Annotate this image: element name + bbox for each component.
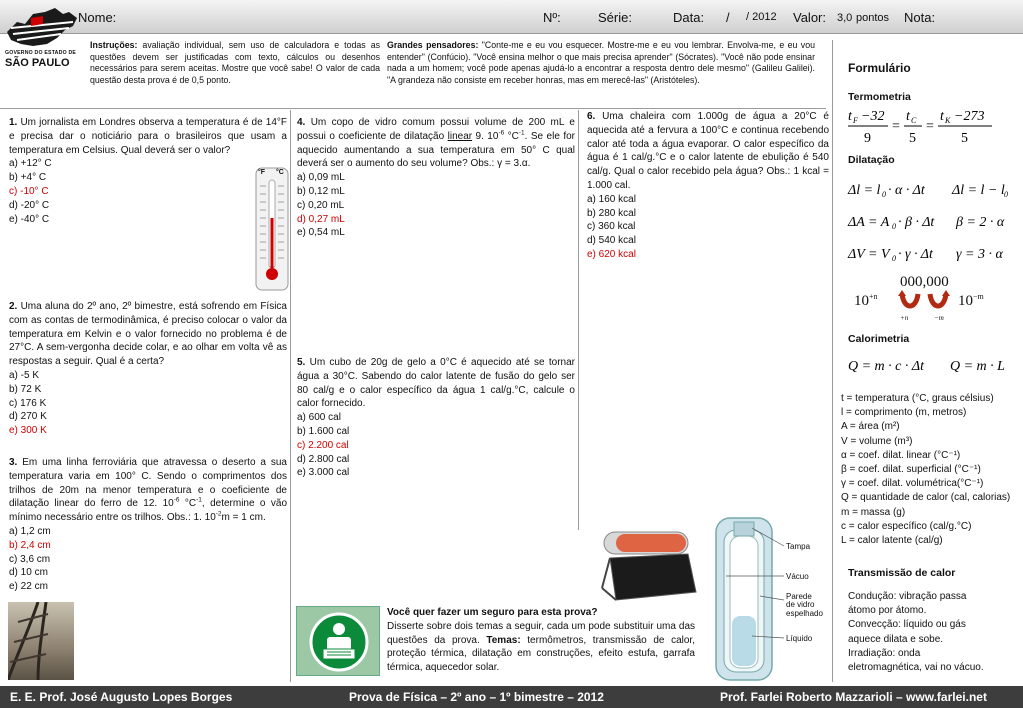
q2-number: 2. [9,301,18,312]
q1-number: 1. [9,117,18,128]
thermos-diagram [712,516,830,682]
insurance-text1: Disserte sobre dois temas a seguir, cada um pode substituir uma das questões da prova. [387,620,695,646]
svg-text:t: t [940,109,944,124]
q5-option-d[interactable]: d) 2.800 cal [297,453,350,465]
legend-a: A = área (m²) [841,421,900,433]
transmission-line-6: eletromagnética, vai no vácuo. [848,661,984,673]
q3-option-d[interactable]: d) 10 cm [9,567,48,579]
q6-option-d[interactable]: d) 540 kcal [587,235,636,247]
question-2 [9,300,287,438]
svg-text:β = 2 · α: β = 2 · α [956,215,1005,230]
q2-option-b[interactable]: b) 72 K [9,383,42,395]
power-plus [854,291,878,312]
grade-label: Série: [598,10,632,25]
thermos-label-vacuo: Vácuo [786,572,809,581]
svg-text:F: F [853,116,858,125]
solar-heater-image [596,528,706,606]
q2-option-c[interactable]: c) 176 K [9,397,47,409]
arrow-plus-label: +n [900,314,909,322]
q4-text2: 9. 10 [472,130,499,142]
power-minus [958,291,984,312]
question-6 [587,110,829,262]
svg-text:· α · Δt: · α · Δt [888,183,925,198]
safety-person-icon [297,607,381,677]
q2-option-a[interactable]: a) -5 K [9,369,40,381]
q4-exp1: -6 [498,129,505,137]
thinkers-text: "Conte-me e eu vou esquecer. Mostre-me e eu vou lembrar. Envolva-me, e eu vou entender" (Confúcio). "Você ensina melhor o que mais precisa aprender" (Sócrates). "Você não pode ensinar nada a um homem; você pode apenas ajudá-lo a encontrar a resposta dentro dele mesmo" (Galileu Galilei). "A grandeza não consiste em receber honras, mas em merecê-las" (Aristóteles). [387,40,815,85]
q3-option-e[interactable]: e) 22 cm [9,581,48,593]
q2-text: Uma aluna do 2º ano, 2º bimestre, está sofrendo em Física com as contas de termodinâmica, é preciso colocar o valor da temperatura em Kelvin e o valor fornecido no problema é de 27°C. A sem-vergonha decide colar, e ao olhar em volta vê as respostas a seguir. Qual é a certa? [9,301,287,368]
legend-l: l = comprimento (m, metros) [841,407,967,419]
insurance-text [387,606,695,675]
svg-text:· β · Δt: · β · Δt [898,215,935,230]
insurance-icon-box [296,606,380,676]
value-unit: pontos [856,12,890,24]
svg-text:=: = [892,119,900,134]
q3-exp2: -1 [196,497,202,505]
svg-text:9: 9 [864,131,871,146]
q3-text4: m = 1 cm. [221,512,266,524]
railway-photo [8,602,74,680]
svg-text:0: 0 [1004,190,1008,199]
svg-text:0: 0 [892,254,896,263]
svg-text:K: K [945,116,951,125]
date-label: Data: [673,10,705,25]
q4-option-d[interactable]: d) 0,27 mL [297,213,345,225]
footer-bar [0,686,1023,708]
date-year: / 2012 [746,11,777,23]
svg-text:ΔV = V: ΔV = V [848,247,890,262]
legend-m: m = massa (g) [841,506,906,518]
calorimetria-heading: Calorimetria [848,333,910,345]
name-label: Nome: [78,10,117,25]
question-4 [297,116,575,240]
q6-option-a[interactable]: a) 160 kcal [587,193,636,205]
q3-exp3: -2 [215,510,222,518]
svg-text:γ = 3 · α: γ = 3 · α [956,247,1003,262]
dilatacao-heading: Dilatação [848,154,895,166]
q3-option-a[interactable]: a) 1,2 cm [9,525,51,537]
question-5 [297,356,575,480]
q5-option-a[interactable]: a) 600 cal [297,412,341,424]
svg-text:· γ · Δt: · γ · Δt [898,247,933,262]
svg-text:C: C [911,116,917,125]
variables-legend [841,392,1010,548]
legend-v: V = volume (m³) [841,435,913,447]
q4-option-e[interactable]: e) 0,54 mL [297,227,345,239]
legend-c: c = calor específico (cal/g.°C) [841,520,972,532]
thermos-label-liquido: Líquido [786,634,813,643]
government-logo [3,4,81,68]
thinkers-title: Grandes pensadores: [387,40,479,50]
date-separator: / [726,10,730,25]
prefix-number: 000,000 [900,274,949,290]
question-1 [9,116,287,226]
q4-linear: linear [447,130,473,142]
svg-text:=: = [926,119,934,134]
termometria-heading: Termometria [848,91,911,103]
q1-option-c[interactable]: c) -10° C [9,185,49,197]
q3-text: Em uma linha ferroviária que atravessa o deserto a sua temperatura varia em 100° C. Sendo o comprimentos dos trilhos de 20m na menor temperatura e o coeficiente de dilatação linear do ferro de 12. 10 [9,457,287,510]
legend-gamma: γ = coef. dilat. volumétrica(°C⁻¹) [841,478,984,490]
q5-number: 5. [297,357,306,368]
svg-text:Δl = l: Δl = l [848,183,881,198]
q4-option-c[interactable]: c) 0,20 mL [297,199,345,211]
thermos-label-tampa: Tampa [786,542,811,551]
divider-col2 [578,110,579,530]
divider-col1 [290,110,291,682]
thermos-parede-line3: espelhado [786,608,823,618]
calorimetria-formulas [846,354,1016,376]
insurance-text2: termômetros, transmissão de calor, proteção térmica, dilatação em construções, efeito estufa, garrafa térmica, aquecedor solar. [387,634,695,674]
number-label: Nº: [543,10,561,25]
dilatacao-formulas [846,178,1016,268]
insurance-topics-label: Temas: [486,634,521,646]
q4-text3: °C [504,130,519,142]
q3-option-b[interactable]: b) 2,4 cm [9,539,51,551]
q3-option-c[interactable]: c) 3,6 cm [9,553,51,565]
svg-text:ΔA = A: ΔA = A [848,215,890,230]
q3-number: 3. [9,457,18,468]
legend-t: t = temperatura (°C, graus célsius) [841,393,994,404]
q3-text2: °C [179,498,197,510]
arrow-minus-label: −m [934,314,944,322]
header-bar [0,0,1023,34]
q5-option-b[interactable]: b) 1.600 cal [297,425,350,437]
svg-text:t: t [906,109,910,124]
divider-formulario [832,40,833,682]
q1-option-b[interactable]: b) +4° C [9,172,47,184]
q4-option-b[interactable]: b) 0,12 mL [297,185,345,197]
power-plus-base: 10 [854,293,869,309]
q5-text: Um cubo de 20g de gelo a 0°C é aquecido até se tornar água a 30°C. Sabendo do calor latente de fusão do gelo ser 80 cal/g e o calor específico da água 1 cal/g.°C, calcule o calor fornecido. [297,357,575,410]
q4-option-a[interactable]: a) 0,09 mL [297,172,345,184]
q4-number: 4. [297,117,306,128]
instructions-title: Instruções: [90,40,138,50]
q4-text4: . Se ele for aquecido aumentando a sua temperatura em 50° C qual deverá ser o aumento do seu volume? Obs.: γ = 3.α. [297,130,576,170]
instructions-text: avaliação individual, sem uso de calculadora e todas as questões devem ser justificadas com texto, cálculos ou desenhos necessários para serem aceitas. Mostre que você sabe! O valor de cada questão desta prova é de 0,5 ponto. [90,40,380,85]
svg-text:0: 0 [882,190,886,199]
divider-top [0,108,826,109]
svg-text:−32: −32 [861,109,885,124]
value-label: Valor: [793,10,826,25]
heat-transmission-notes [848,590,984,675]
logo-line1: GOVERNO DO ESTADO DE [5,50,77,56]
q5-option-c[interactable]: c) 2.200 cal [297,439,349,451]
power-minus-exp: −m [973,292,984,301]
q3-text3: , determine o vão mínimo necessário entre os trilhos. Obs.: 1. 10 [9,498,288,524]
q3-exp1: -6 [173,497,180,505]
footer-teacher: Prof. Farlei Roberto Mazzarioli – www.farlei.net [720,690,987,704]
thermometer-image [254,166,290,292]
legend-alpha: α = coef. dilat. linear (°C⁻¹) [841,449,961,461]
legend-q: Q = quantidade de calor (cal, calorias) [841,492,1011,504]
thermos-parede-line2: de vidro [786,600,815,610]
svg-text:0: 0 [892,222,896,231]
svg-text:5: 5 [909,131,916,146]
transmission-line-1: Condução: vibração passa [848,591,967,602]
formulario-title: Formulário [848,61,911,75]
value-number: 3,0 [837,12,853,24]
q6-number: 6. [587,111,596,122]
legend-latent: L = calor latente (cal/g) [841,534,943,546]
transmission-line-2: átomo por átomo. [848,605,927,617]
q4-text: Um copo de vidro comum possui volume de 200 mL e possui o coeficiente de dilatação [297,117,575,142]
grade-field-label: Nota: [904,10,936,25]
q2-option-e[interactable]: e) 300 K [9,425,47,437]
q6-option-e[interactable]: e) 620 kcal [587,248,636,260]
power-plus-exp: +n [869,292,878,301]
transmissao-heading: Transmissão de calor [848,567,956,579]
logo-line2: SÃO PAULO [5,57,70,69]
thermos-label-parede [786,593,823,618]
thermometer-c-label: °C [276,169,284,176]
transmission-line-4: aquece dilata e sobe. [848,633,944,645]
q6-text: Uma chaleira com 1.000g de água a 20°C é aquecida até a fervura a 100°C e continua recebendo calor até toda a água evaporar. O calor específico da água é 1 cal/g.°C e o calor latente de ebulição é 540 cal/g. Qual o calor recebido pela água? Obs.: 1 kcal = 1.000 cal. [587,111,829,191]
instructions [90,40,380,86]
q6-option-b[interactable]: b) 280 kcal [587,207,636,219]
prefix-arrows-icon [896,290,952,314]
question-3 [9,456,287,594]
svg-text:Δl = l − l: Δl = l − l [952,183,1005,198]
svg-text:Q = m · c · Δt: Q = m · c · Δt [848,359,924,374]
q1-option-d[interactable]: d) -20° C [9,199,50,211]
svg-text:−273: −273 [954,109,985,124]
svg-text:Q = m · L: Q = m · L [950,359,1005,374]
svg-text:5: 5 [961,131,968,146]
thermos-parede-line1: Parede [786,592,812,601]
state-map-icon [3,4,81,50]
thermometer-f-label: °F [258,169,266,176]
q6-option-c[interactable]: c) 360 kcal [587,221,636,233]
q2-option-d[interactable]: d) 270 K [9,411,47,423]
insurance-title: Você quer fazer um seguro para esta prova? [387,607,598,618]
q4-exp2: -1 [518,129,525,137]
svg-text:t: t [848,109,852,124]
footer-school: E. E. Prof. José Augusto Lopes Borges [10,690,233,704]
q1-text: Um jornalista em Londres observa a temperatura é de 14°F e precisa dar o noticiário para o brasileiros que usam a temperatura em Celsius. Qual deverá ser o valor? [9,117,287,156]
q1-option-a[interactable]: a) +12° C [9,158,52,170]
great-thinkers [387,40,815,86]
transmission-line-3: Convecção: líquido ou gás [848,619,966,631]
legend-beta: β = coef. dilat. superficial (°C⁻¹) [841,463,981,475]
termometria-formula [846,106,1006,146]
q1-option-e[interactable]: e) -40° C [9,213,50,225]
power-minus-base: 10 [958,293,973,309]
transmission-line-5: Irradiação: onda [848,647,921,659]
footer-exam: Prova de Física – 2º ano – 1º bimestre – 2012 [349,690,604,704]
q5-option-e[interactable]: e) 3.000 cal [297,467,350,479]
